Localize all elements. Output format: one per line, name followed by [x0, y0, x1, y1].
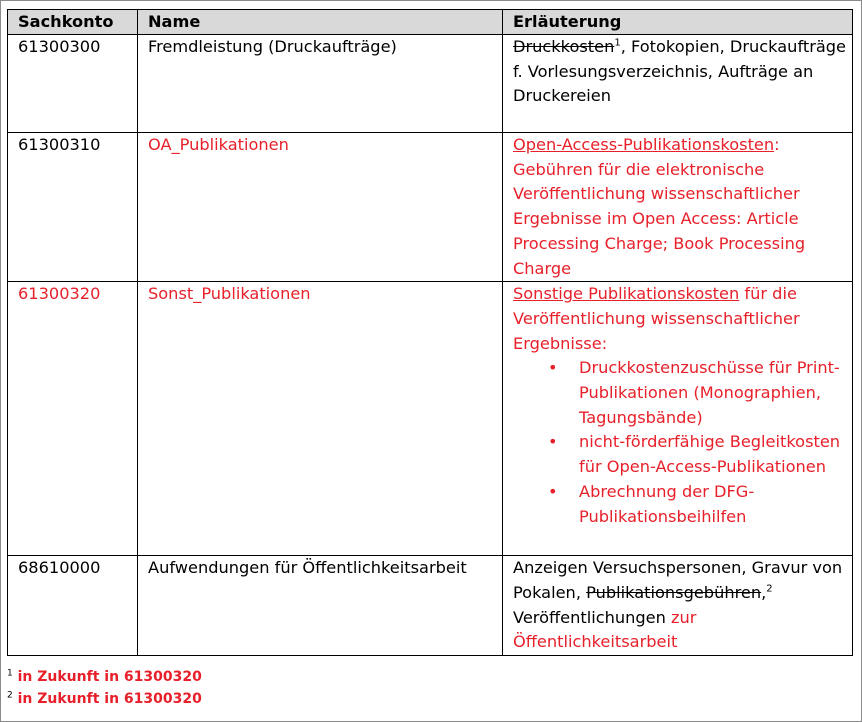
table-row: [8, 556, 853, 656]
header-sachkonto: Sachkonto: [8, 10, 138, 35]
account-number: 61300300: [8, 35, 138, 133]
table-row: [8, 133, 853, 282]
list-item: [548, 430, 846, 479]
explanation-text: Anzeigen Versuchspersonen, Gravur von Pokalen,: [513, 558, 843, 602]
account-table: [7, 9, 853, 656]
list-item-text: Druckkostenzuschüsse für Print-Publikationen (Monographien, Tagungsbände): [579, 358, 840, 427]
struck-text: Druckkosten: [513, 37, 615, 56]
table-row: [8, 282, 853, 556]
account-explanation: [503, 35, 853, 133]
explanation-punct: ,: [761, 582, 767, 602]
account-explanation: [503, 556, 853, 656]
footnote-ref[interactable]: 1: [614, 37, 621, 49]
bullet-list: [513, 356, 846, 529]
table-row: [8, 35, 853, 133]
explanation-intro: [513, 282, 846, 356]
list-item: [548, 356, 846, 430]
explanation-text: Veröffentlichungen: [513, 607, 672, 627]
footnote-ref[interactable]: 2: [766, 583, 773, 595]
header-name: Name: [138, 10, 503, 35]
footnote-item: [7, 666, 202, 688]
account-name: Sonst_Publikationen: [138, 282, 503, 556]
account-name: Aufwendungen für Öffentlichkeitsarbeit: [138, 556, 503, 656]
header-erlaeuterung: Erläuterung: [503, 10, 853, 35]
footnote-number: 2: [7, 690, 13, 701]
footnote-text: in Zukunft in 61300320: [12, 691, 202, 707]
explanation-text: , Fotokopien, Druckaufträge f. Vorlesungsverzeichnis, Aufträge an Druckereien: [513, 37, 847, 106]
underlined-term: Sonstige Publikationskosten: [513, 284, 740, 304]
table-header-row: [8, 10, 853, 35]
explanation-red-text: zur Öffentlichkeitsarbeit: [513, 607, 697, 652]
bullet-icon: •: [548, 358, 558, 378]
footnotes: [7, 666, 202, 710]
account-name: OA_Publikationen: [138, 133, 503, 282]
bullet-icon: •: [548, 481, 558, 501]
list-item-text: nicht-förderfähige Begleitkosten für Open-Access-Publikationen: [579, 432, 841, 477]
footnote-text: in Zukunft in 61300320: [12, 669, 202, 685]
account-explanation: [503, 282, 853, 556]
explanation-text: : Gebühren für die elektronische Veröffentlichung wissenschaftlicher Ergebnisse im Open Access: Article Processing Charge; Book Processing Charge: [513, 135, 806, 278]
explanation-text: für die Veröffentlichung wissenschaftlicher Ergebnisse:: [513, 284, 800, 353]
account-explanation: [503, 133, 853, 282]
footnote-separator: [7, 655, 272, 656]
list-item: [548, 480, 846, 529]
underlined-term: Open-Access-Publikationskosten: [513, 135, 775, 154]
footnote-number: 1: [7, 668, 13, 679]
account-number: 61300310: [8, 133, 138, 282]
footnote-item: [7, 688, 202, 710]
account-number: 61300320: [8, 282, 138, 556]
account-number: 68610000: [8, 556, 138, 656]
struck-text: Publikationsgebühren: [586, 582, 762, 602]
account-name: Fremdleistung (Druckaufträge): [138, 35, 503, 133]
list-item-text: Abrechnung der DFG-Publikationsbeihilfen: [579, 481, 755, 526]
bullet-icon: •: [548, 432, 558, 452]
